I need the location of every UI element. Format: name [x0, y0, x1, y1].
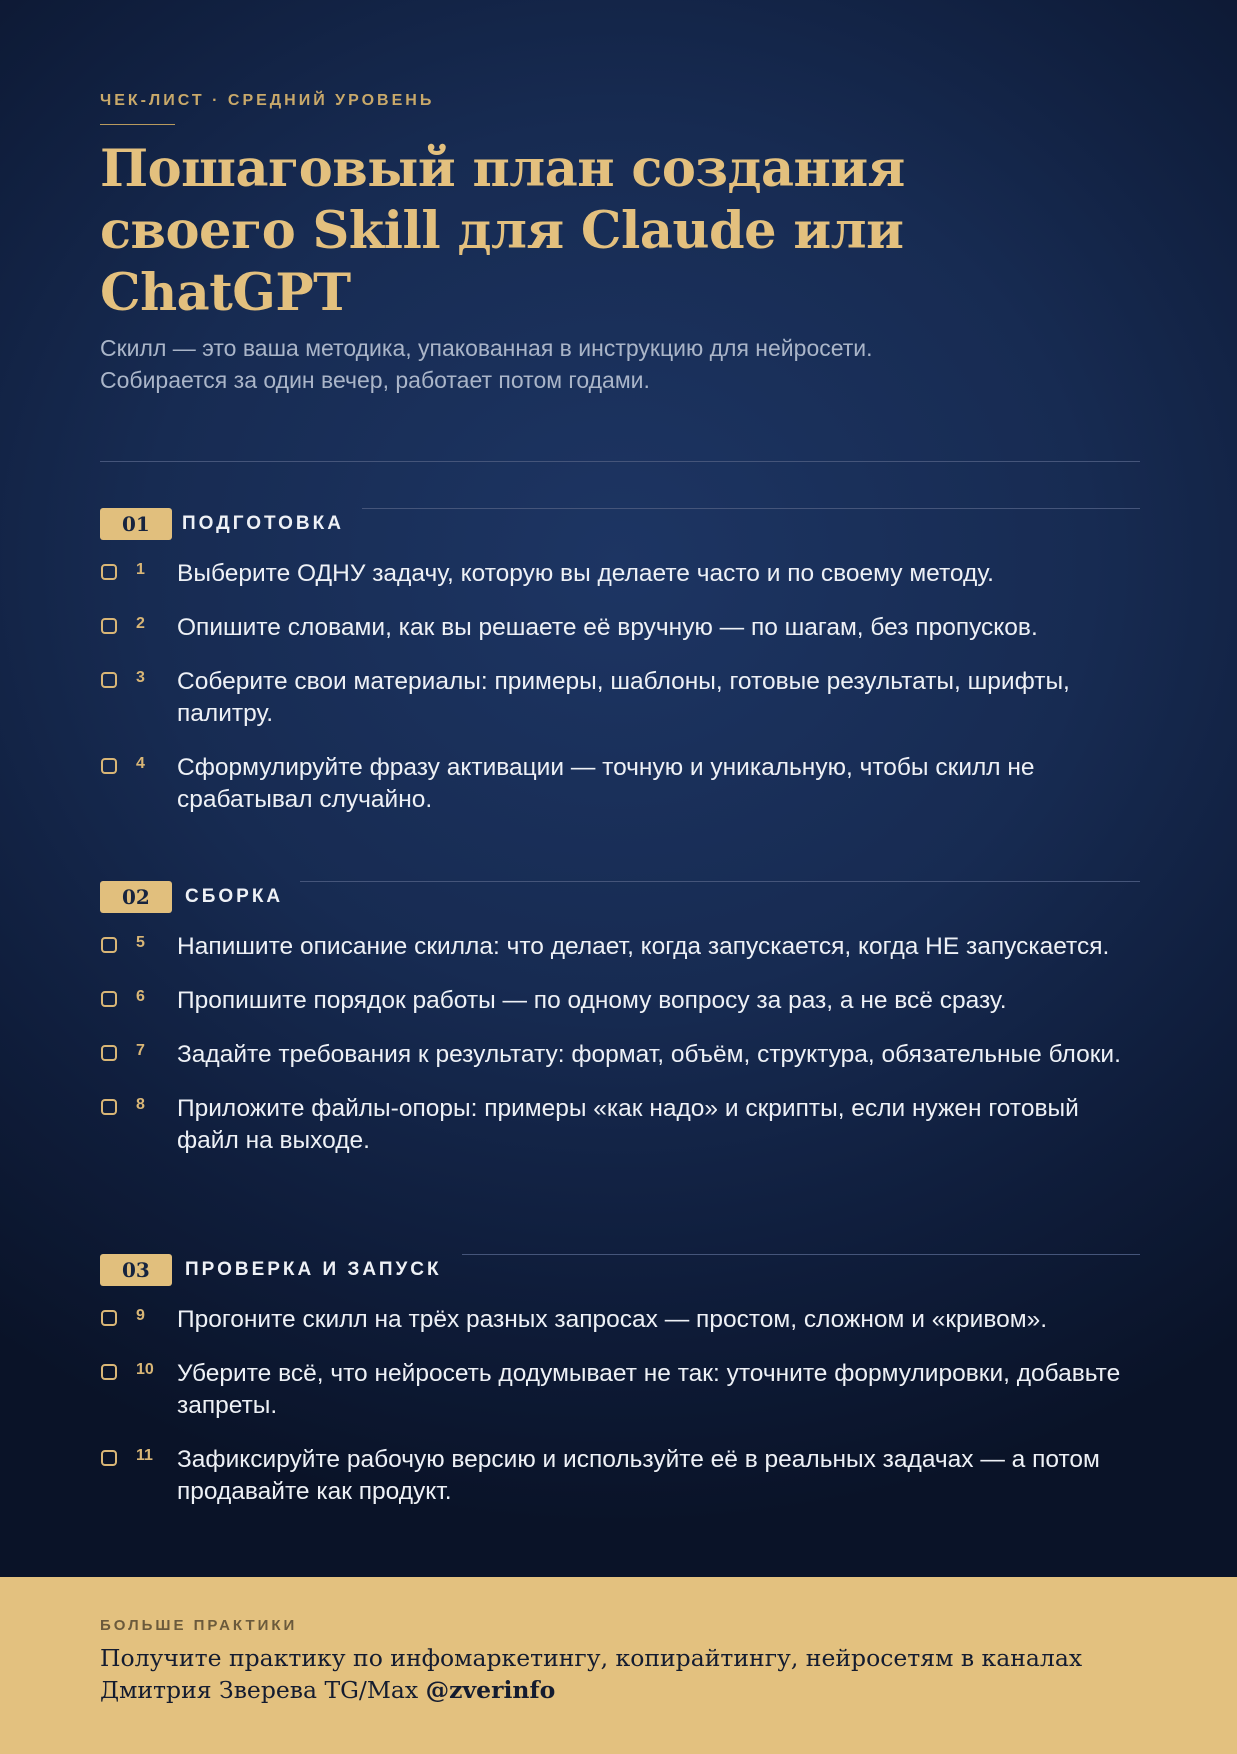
- checkbox[interactable]: [101, 937, 117, 953]
- item-number: 5: [136, 934, 145, 951]
- page-title-line-2: своего Skill для Claude или ChatGPT: [100, 201, 904, 323]
- checklist-item: [100, 1093, 1200, 1157]
- lead-line-2: Собирается за один вечер, работает потом годами.: [100, 367, 650, 393]
- item-text: Уберите всё, что нейросеть додумывает не так: уточните формулировки, добавьте запреты.: [177, 1360, 1121, 1419]
- checkbox[interactable]: [101, 1450, 117, 1466]
- checklist: [100, 558, 1200, 816]
- checkbox[interactable]: [101, 1099, 117, 1115]
- checklist: [100, 1304, 1200, 1508]
- page-title-line-1: Пошаговый план создания: [100, 139, 905, 199]
- header-divider: [100, 461, 1140, 462]
- item-number: 11: [136, 1447, 153, 1464]
- checkbox[interactable]: [101, 1310, 117, 1326]
- item-number: 4: [136, 755, 145, 772]
- section-header: [100, 508, 1200, 542]
- item-number: 2: [136, 615, 145, 632]
- checklist: [100, 931, 1200, 1157]
- checklist-item: [100, 985, 1200, 1017]
- item-number: 7: [136, 1042, 145, 1059]
- section-assembly: [100, 881, 1200, 1157]
- footer-text: [100, 1642, 1160, 1706]
- section-rule: [300, 881, 1140, 882]
- item-number: 1: [136, 561, 145, 578]
- lead-line-1: Скилл — это ваша методика, упакованная в инструкцию для нейросети.: [100, 335, 873, 361]
- item-number: 9: [136, 1307, 145, 1324]
- eyebrow-underline: [100, 124, 175, 125]
- item-text: Пропишите порядок работы — по одному вопросу за раз, а не всё сразу.: [177, 987, 1007, 1014]
- item-text: Задайте требования к результату: формат, объём, структура, обязательные блоки.: [177, 1041, 1121, 1068]
- section-preparation: [100, 508, 1200, 816]
- section-rule: [462, 1254, 1140, 1255]
- checkbox[interactable]: [101, 991, 117, 1007]
- channel-handle[interactable]: @zverinfo: [425, 1676, 556, 1704]
- section-number-badge: 03: [100, 1254, 172, 1286]
- footer-line-2: [100, 1674, 1160, 1706]
- checklist-item: [100, 1358, 1200, 1422]
- item-text: Прогоните скилл на трёх разных запросах — простом, сложном и «кривом».: [177, 1306, 1048, 1333]
- checklist-item: [100, 1039, 1200, 1071]
- eyebrow-label: ЧЕК-ЛИСТ · СРЕДНИЙ УРОВЕНЬ: [100, 92, 435, 109]
- item-text: Соберите свои материалы: примеры, шаблоны, готовые результаты, шрифты, палитру.: [177, 668, 1070, 727]
- section-number-badge: 01: [100, 508, 172, 540]
- checklist-item: [100, 1444, 1200, 1508]
- footer-line-1: Получите практику по инфомаркетингу, копирайтингу, нейросетям в каналах: [100, 1644, 1083, 1672]
- item-text: Приложите файлы-опоры: примеры «как надо» и скрипты, если нужен готовый файл на выходе.: [177, 1095, 1079, 1154]
- item-number: 10: [136, 1361, 154, 1378]
- lead-paragraph: [100, 332, 1150, 396]
- footer-label: БОЛЬШЕ ПРАКТИКИ: [100, 1617, 298, 1634]
- section-header: [100, 1254, 1200, 1288]
- item-number: 3: [136, 669, 145, 686]
- footer-line-2-text: Дмитрия Зверева TG/Max: [100, 1676, 426, 1704]
- section-title: СБОРКА: [185, 886, 284, 907]
- checklist-item: [100, 612, 1200, 644]
- section-header: [100, 881, 1200, 915]
- item-text: Выберите ОДНУ задачу, которую вы делаете часто и по своему методу.: [177, 560, 994, 587]
- section-number-badge: 02: [100, 881, 172, 913]
- checkbox[interactable]: [101, 564, 117, 580]
- checklist-item: [100, 558, 1200, 590]
- checkbox[interactable]: [101, 758, 117, 774]
- checklist-item: [100, 931, 1200, 963]
- checkbox[interactable]: [101, 1045, 117, 1061]
- section-rule: [362, 508, 1140, 509]
- checklist-item: [100, 666, 1200, 730]
- checkbox[interactable]: [101, 618, 117, 634]
- checkbox[interactable]: [101, 672, 117, 688]
- section-testing-launch: [100, 1254, 1200, 1508]
- section-title: ПРОВЕРКА И ЗАПУСК: [185, 1259, 442, 1280]
- checkbox[interactable]: [101, 1364, 117, 1380]
- item-text: Напишите описание скилла: что делает, когда запускается, когда НЕ запускается.: [177, 933, 1110, 960]
- page-title: [100, 138, 1150, 324]
- footer-banner: [0, 1577, 1237, 1754]
- item-number: 8: [136, 1096, 145, 1113]
- section-title: ПОДГОТОВКА: [182, 513, 344, 534]
- checklist-item: [100, 1304, 1200, 1336]
- item-text: Сформулируйте фразу активации — точную и уникальную, чтобы скилл не срабатывал случайно.: [177, 754, 1035, 813]
- item-text: Зафиксируйте рабочую версию и используйте её в реальных задачах — а потом продавайте как продукт.: [177, 1446, 1100, 1505]
- item-text: Опишите словами, как вы решаете её вручную — по шагам, без пропусков.: [177, 614, 1038, 641]
- item-number: 6: [136, 988, 145, 1005]
- checklist-item: [100, 752, 1200, 816]
